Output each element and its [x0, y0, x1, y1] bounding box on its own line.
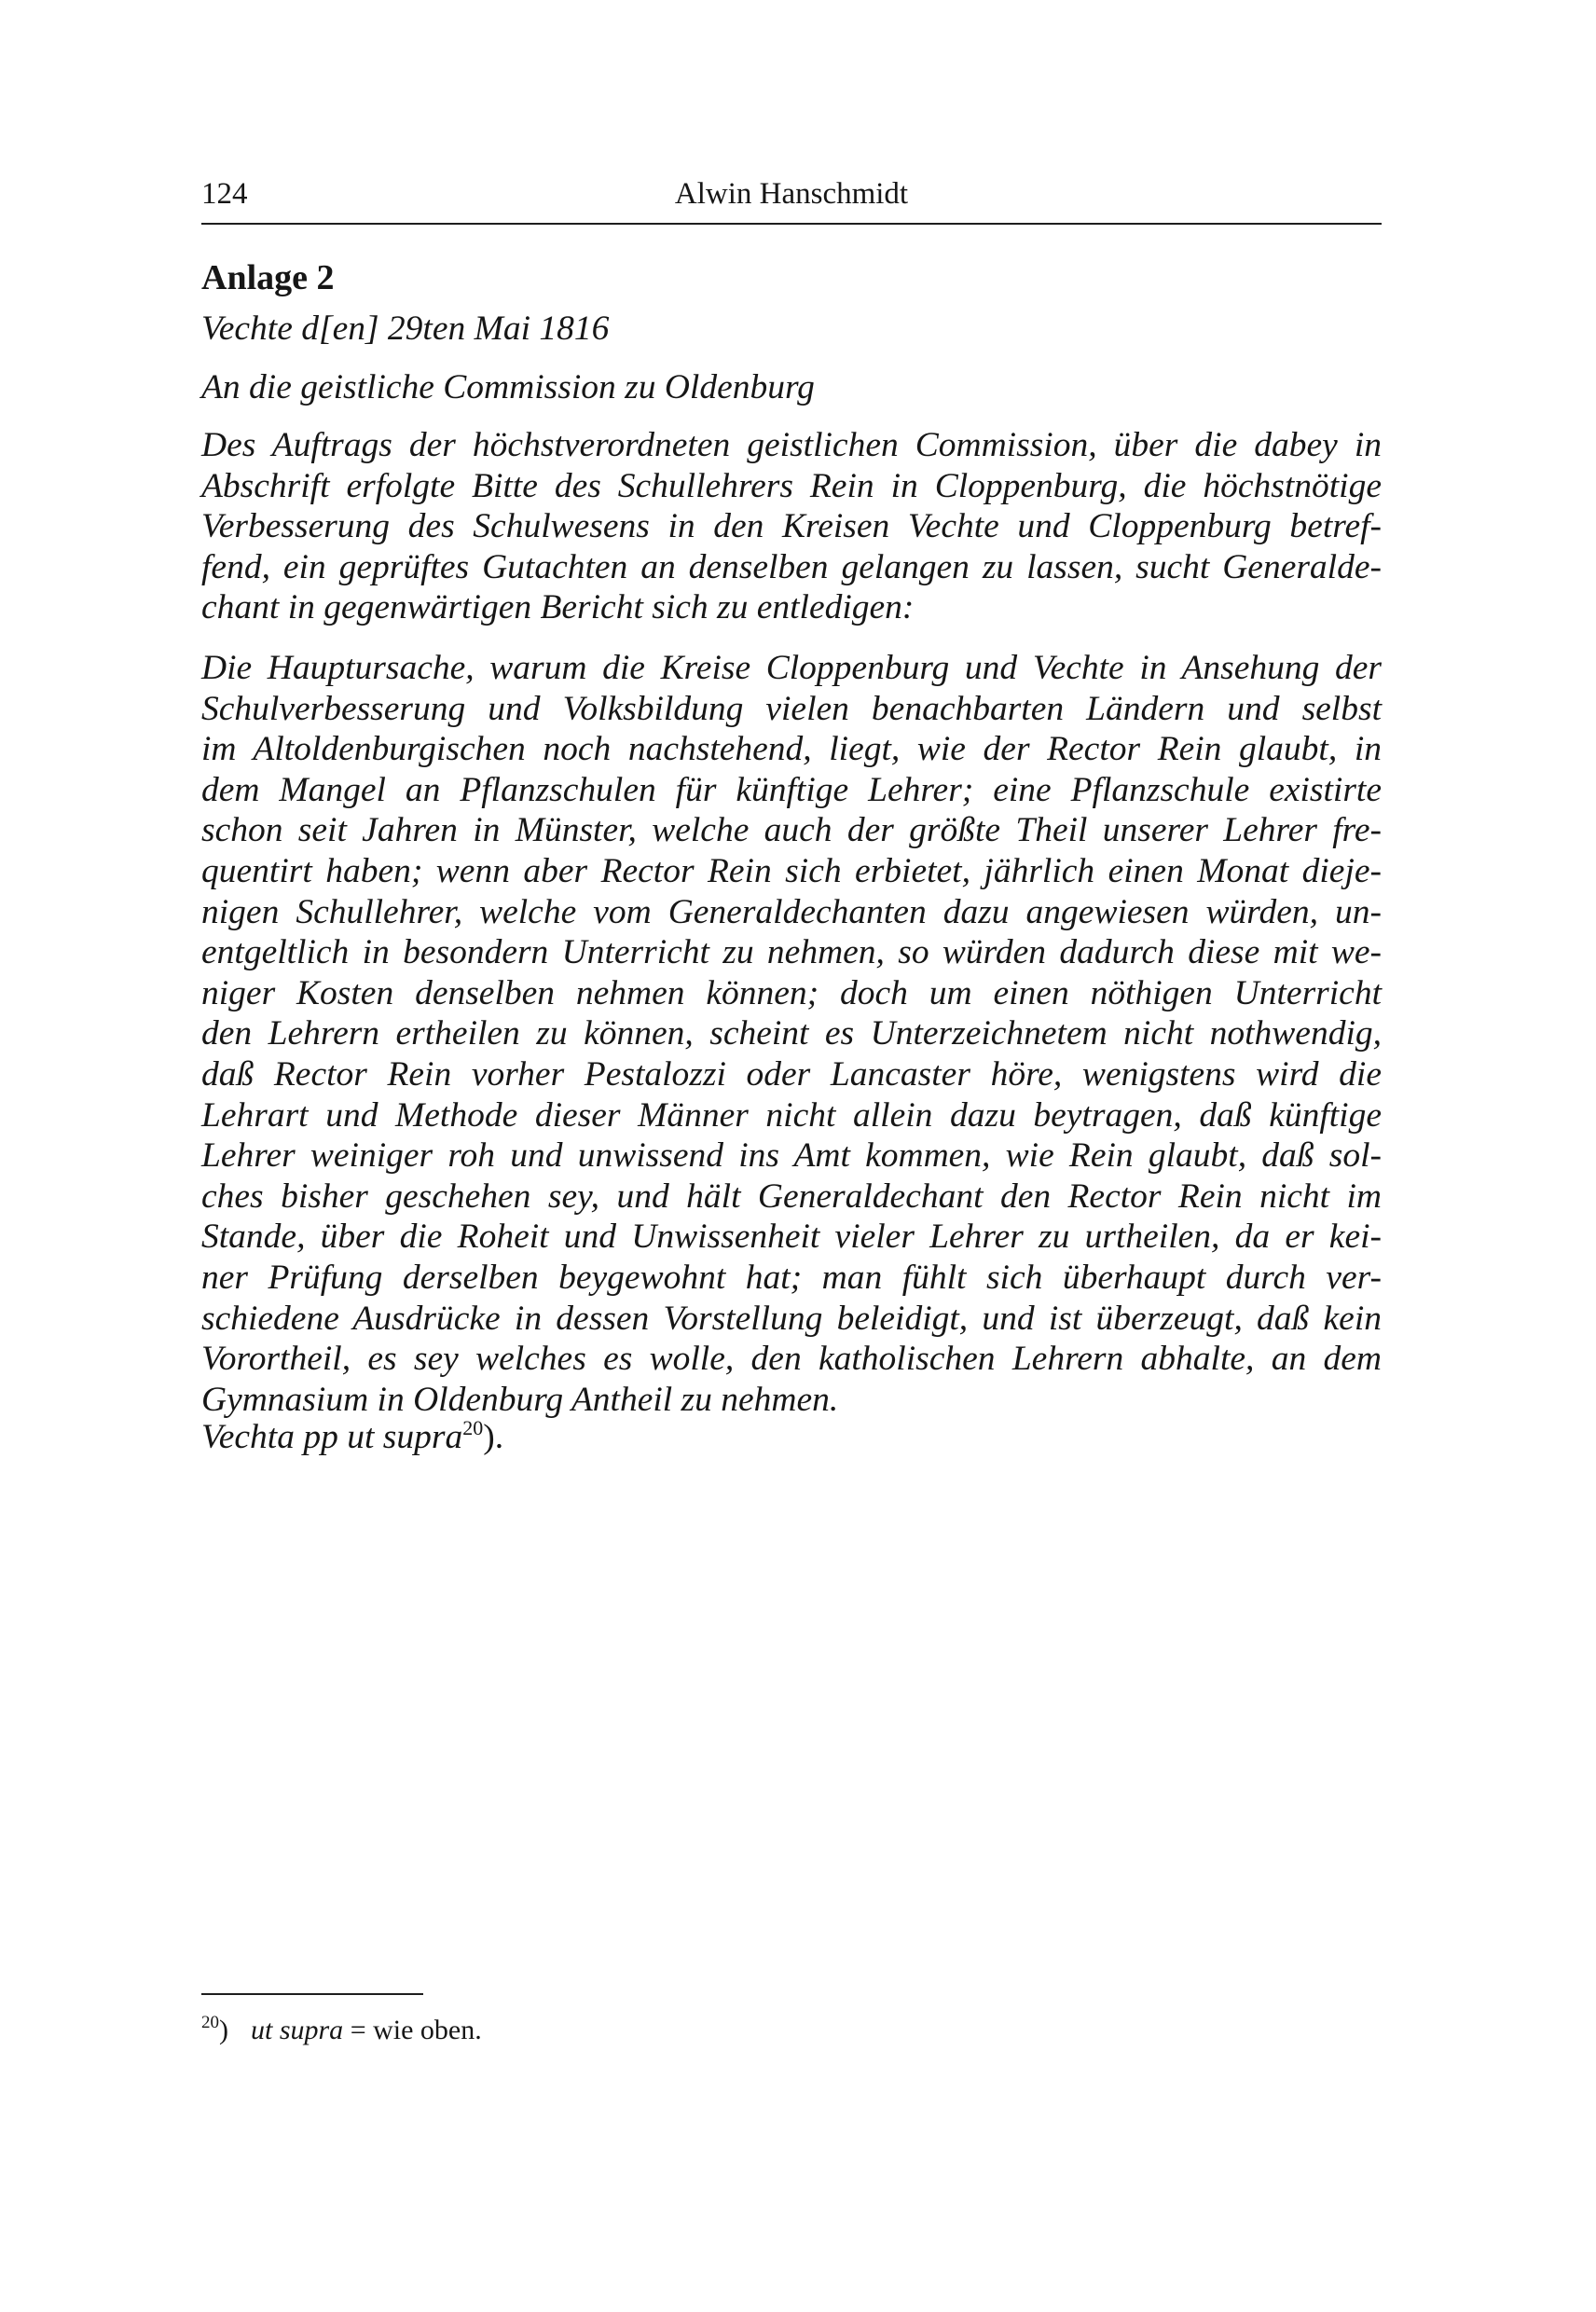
letter-closing-line — [201, 1417, 1382, 1458]
paragraph-line: niger Kosten denselben nehmen können; doch um einen nöthigen Unterricht — [201, 973, 1382, 1012]
paragraph-line: schon seit Jahren in Münster, welche auch der größte Theil unserer Lehrer fre- — [201, 811, 1382, 850]
paragraph-line: ches bisher geschehen sey, und hält Generaldechant den Rector Rein nicht im — [201, 1177, 1382, 1216]
letter-paragraph-2 — [201, 648, 1382, 1420]
paragraph-line: den Lehrern ertheilen zu können, scheint es Unterzeichnetem nicht nothwendig, — [201, 1014, 1382, 1053]
footnote-reference[interactable]: 20 — [462, 1416, 484, 1439]
paragraph-line: Vorortheil, es sey welches es wolle, den katholischen Lehrern abhalte, an dem — [201, 1340, 1382, 1379]
paragraph-line: nigen Schullehrer, welche vom Generaldechanten dazu angewiesen würden, un- — [201, 892, 1382, 931]
footnote-term: ut supra — [251, 2015, 344, 2045]
closing-tail: ). — [483, 1418, 504, 1456]
paragraph-line: Stande, über die Roheit und Unwissenheit vieler Lehrer zu urtheilen, da er kei- — [201, 1218, 1382, 1257]
paragraph-line: Schulverbesserung und Volksbildung vielen benachbarten Ländern und selbst — [201, 689, 1382, 728]
paragraph-line: im Altoldenburgischen noch nachstehend, liegt, wie der Rector Rein glaubt, in — [201, 730, 1382, 769]
paragraph-line: Des Auftrags der höchstverordneten geistlichen Commission, über die dabey in — [201, 426, 1382, 464]
paragraph-line: dem Mangel an Pflanzschulen für künftige Lehrer; eine Pflanzschule existirte — [201, 770, 1382, 809]
letter-paragraph-1 — [201, 425, 1382, 628]
letter-date-line: Vechte d[en] 29ten Mai 1816 — [201, 310, 610, 348]
paragraph-line: schiedene Ausdrücke in dessen Vorstellung beleidigt, und ist überzeugt, daß kein — [201, 1299, 1382, 1338]
paragraph-line: fend, ein geprüftes Gutachten an denselben gelangen zu lassen, sucht Generalde- — [201, 547, 1382, 586]
paragraph-line: chant in gegenwärtigen Bericht sich zu entledigen: — [201, 588, 915, 627]
footnote-paren: ) — [219, 2015, 228, 2045]
running-title-author: Alwin Hanschmidt — [674, 177, 909, 211]
header-rule — [201, 223, 1382, 225]
paragraph-line: daß Rector Rein vorher Pestalozzi oder Lancaster höre, wenigstens wird die — [201, 1054, 1382, 1094]
footnote-20 — [201, 2010, 482, 2051]
paragraph-line: Lehrer weiniger roh und unwissend ins Amt kommen, wie Rein glaubt, daß sol- — [201, 1136, 1382, 1176]
paragraph-line: Abschrift erfolgte Bitte des Schullehrers Rein in Cloppenburg, die höchstnötige — [201, 466, 1382, 505]
footnote-rule — [201, 1993, 423, 1995]
page-number: 124 — [201, 177, 248, 211]
section-heading: Anlage 2 — [201, 258, 335, 297]
footnote-number: 20 — [201, 2013, 219, 2032]
running-head — [201, 172, 1382, 216]
paragraph-line: Gymnasium in Oldenburg Antheil zu nehmen. — [201, 1380, 839, 1419]
paragraph-line: ner Prüfung derselben beygewohnt hat; man fühlt sich überhaupt durch ver- — [201, 1258, 1382, 1297]
paragraph-line: Verbesserung des Schulwesens in den Kreisen Vechte und Cloppenburg betref- — [201, 507, 1382, 546]
paragraph-line: quentirt haben; wenn aber Rector Rein sich erbietet, jährlich einen Monat dieje- — [201, 851, 1382, 890]
letter-address-line: An die geistliche Commission zu Oldenburg — [201, 368, 815, 406]
paragraph-line: Lehrart und Methode dieser Männer nicht allein dazu beytragen, daß künftige — [201, 1095, 1382, 1135]
paragraph-line: entgeltlich in besondern Unterricht zu nehmen, so würden dadurch diese mit we- — [201, 933, 1382, 972]
footnote-definition: = wie oben. — [343, 2015, 482, 2045]
closing-text: Vechta pp ut supra — [201, 1418, 463, 1456]
paragraph-line: Die Hauptursache, warum die Kreise Cloppenburg und Vechte in Ansehung der — [201, 649, 1382, 687]
